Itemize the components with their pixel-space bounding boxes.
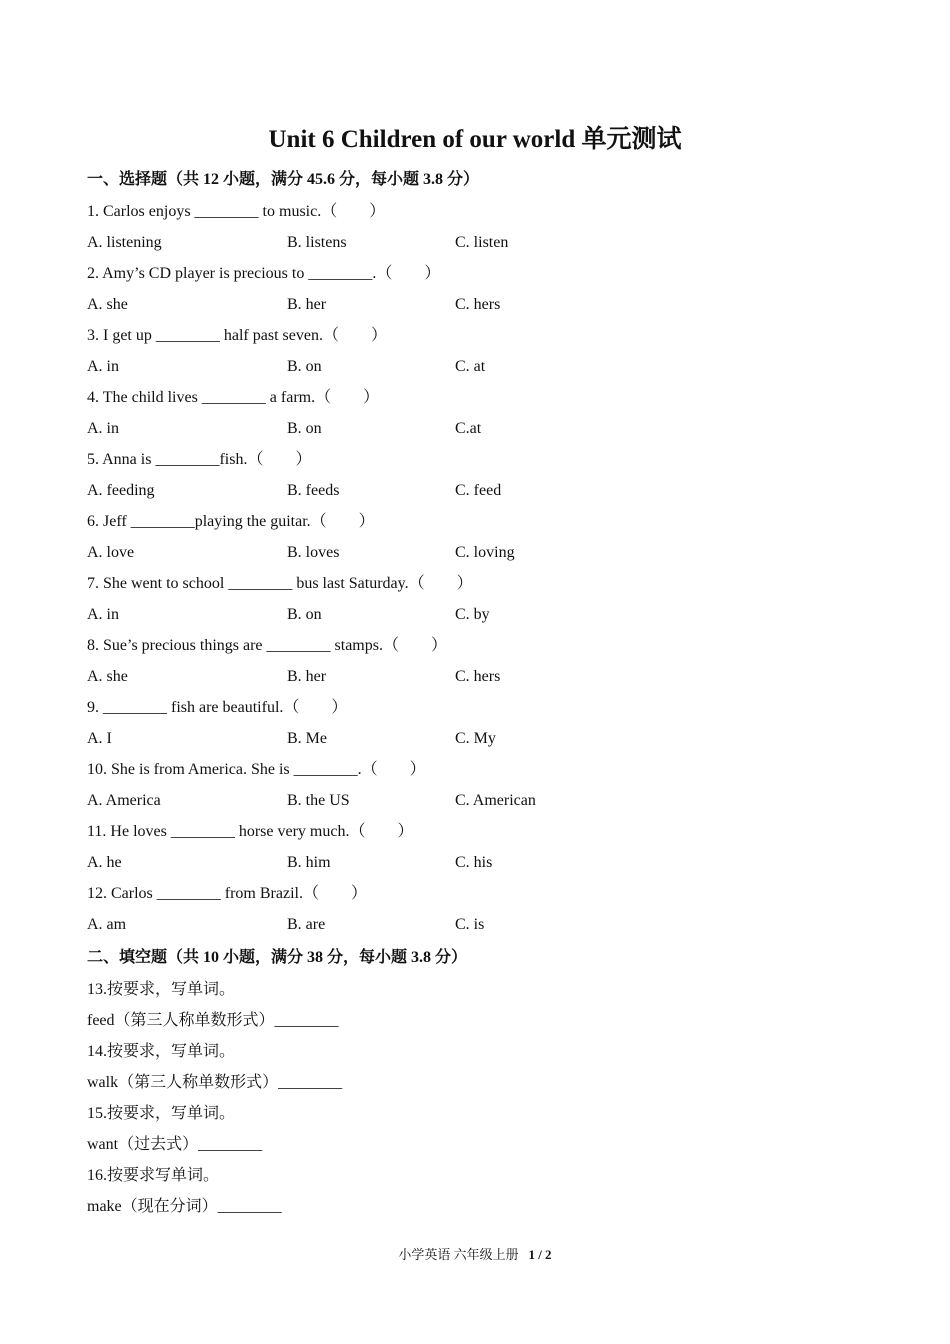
- option-b: B. on: [287, 606, 322, 623]
- question-text: 3. I get up ________ half past seven.（ ）: [87, 327, 387, 344]
- option-a: A. in: [87, 606, 119, 623]
- option-b: B. her: [287, 296, 327, 313]
- option-a: A. in: [87, 358, 119, 375]
- option-a: A. love: [87, 544, 135, 561]
- question-text: 4. The child lives ________ a farm.（ ）: [87, 389, 380, 406]
- question-text: 6. Jeff ________playing the guitar.（ ）: [87, 513, 375, 530]
- option-b: B. the US: [287, 792, 350, 809]
- option-b: B. him: [287, 854, 331, 871]
- fill-instruction: 13.按要求，写单词。: [87, 981, 236, 998]
- question-text: 10. She is from America. She is ________.（ ）: [87, 761, 426, 778]
- option-c: C. American: [455, 792, 536, 809]
- option-c: C. is: [455, 916, 485, 933]
- question-text: 9. ________ fish are beautiful.（ ）: [87, 699, 348, 716]
- fill-item: make（现在分词）________: [87, 1198, 282, 1215]
- option-c: C. loving: [455, 544, 515, 561]
- option-c: C. at: [455, 358, 486, 375]
- option-b: B. her: [287, 668, 327, 685]
- fill-instruction: 15.按要求，写单词。: [87, 1105, 236, 1122]
- option-c: C. his: [455, 854, 493, 871]
- option-c: C. by: [455, 606, 490, 623]
- fill-instruction: 16.按要求写单词。: [87, 1167, 220, 1184]
- page-footer: [0, 1245, 950, 1265]
- section-heading-fill: 二、填空题（共 10 小题，满分 38 分，每小题 3.8 分）: [87, 949, 468, 966]
- option-a: A. I: [87, 730, 112, 747]
- option-c: C. hers: [455, 296, 501, 313]
- question-text: 8. Sue’s precious things are ________ stamps.（ ）: [87, 637, 447, 654]
- option-b: B. feeds: [287, 482, 340, 499]
- option-c: C. My: [455, 730, 496, 747]
- fill-instruction: 14.按要求，写单词。: [87, 1043, 236, 1060]
- page-title: Unit 6 Children of our world 单元测试: [268, 126, 682, 153]
- question-text: 7. She went to school ________ bus last Saturday.（ ）: [87, 575, 473, 592]
- fill-item: walk（第三人称单数形式）________: [87, 1074, 343, 1091]
- question-text: 11. He loves ________ horse very much.（ ）: [87, 823, 414, 840]
- option-c: C.at: [455, 420, 482, 437]
- fill-item: want（过去式）________: [87, 1136, 263, 1153]
- option-a: A. listening: [87, 234, 162, 251]
- option-a: A. in: [87, 420, 119, 437]
- option-c: C. feed: [455, 482, 502, 499]
- footer-subject: 小学英语 六年级上册: [398, 1247, 519, 1262]
- option-b: B. on: [287, 420, 322, 437]
- option-a: A. America: [87, 792, 161, 809]
- option-a: A. she: [87, 296, 128, 313]
- option-c: C. hers: [455, 668, 501, 685]
- question-text: 12. Carlos ________ from Brazil.（ ）: [87, 885, 367, 902]
- option-b: B. listens: [287, 234, 347, 251]
- option-a: A. he: [87, 854, 122, 871]
- option-b: B. are: [287, 916, 326, 933]
- footer-page-number: 1 / 2: [528, 1247, 552, 1262]
- option-a: A. feeding: [87, 482, 155, 499]
- option-b: B. on: [287, 358, 322, 375]
- section-heading-choice: 一、选择题（共 12 小题，满分 45.6 分，每小题 3.8 分）: [87, 171, 480, 188]
- question-text: 5. Anna is ________fish.（ ）: [87, 451, 312, 468]
- option-a: A. am: [87, 916, 127, 933]
- option-b: B. loves: [287, 544, 340, 561]
- fill-item: feed（第三人称单数形式）________: [87, 1012, 339, 1029]
- option-b: B. Me: [287, 730, 327, 747]
- option-c: C. listen: [455, 234, 509, 251]
- question-text: 2. Amy’s CD player is precious to ________.（ ）: [87, 265, 441, 282]
- question-text: 1. Carlos enjoys ________ to music.（ ）: [87, 203, 386, 220]
- option-a: A. she: [87, 668, 128, 685]
